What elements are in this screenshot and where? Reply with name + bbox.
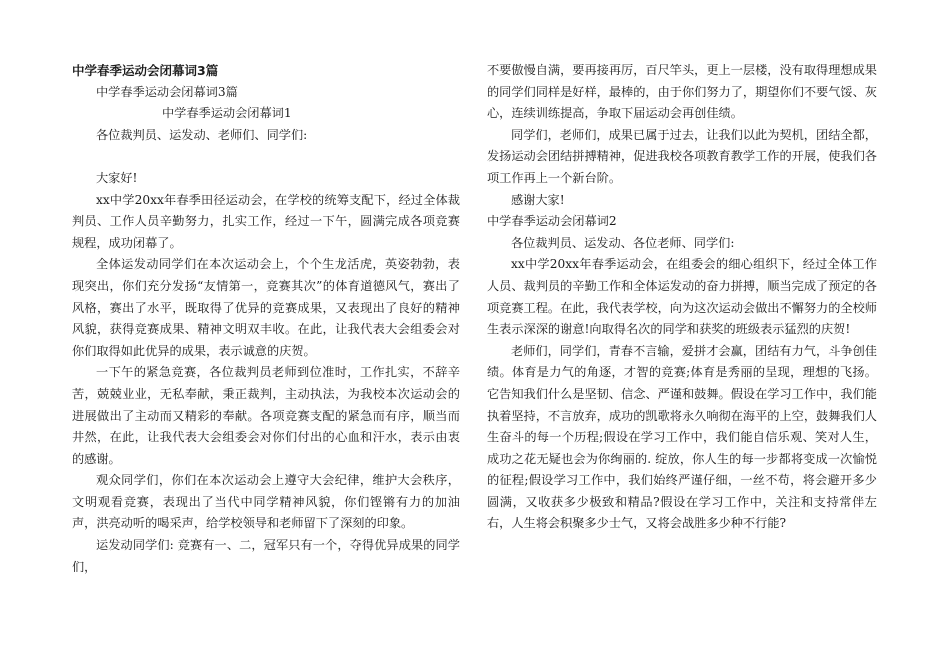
paragraph: xx中学20xx年春季田径运动会，在学校的统筹支配下，经过全体裁判员、工作人员辛勤努力，扎实工作，经过一下午，圆满完成各项竞赛规程，成功闭幕了。 (72, 192, 460, 250)
paragraph: 运发动同学们: 竞赛有一、二，冠军只有一个，夺得优异成果的同学们， (72, 538, 460, 574)
speech-1-title: 中学春季运动会闭幕词1 (162, 106, 292, 121)
paragraph: 同学们，老师们，成果已属于过去，让我们以此为契机，团结全都，发扬运动会团结拼搏精神，促进我校各项教育教学工作的开展，使我们各项工作再上一个新台阶。 (487, 127, 877, 185)
speech-2-title: 中学春季运动会闭幕词2 (487, 214, 617, 229)
greeting: 大家好! (96, 170, 138, 185)
salutation-2: 各位裁判员、运发动、各位老师、同学们: (511, 235, 735, 250)
document-subtitle: 中学春季运动会闭幕词3篇 (96, 84, 238, 99)
paragraph: 观众同学们，你们在本次运动会上遵守大会纪律，维护大会秩序，文明观看竞赛，表现出了当代中同学精神风貌，你们铿锵有力的加油声，洪亮动听的喝采声，给学校领导和老师留下了深刻的印象。 (72, 473, 460, 531)
paragraph: 老师们，同学们，青春不言输，爱拼才会赢，团结有力气，斗争创佳绩。体育是力气的角逐，才智的竞赛;体育是秀丽的呈现，理想的飞扬。它告知我们什么是坚韧、信念、严谨和鼓舞。假设在学习工作中，我们能执着坚持，不言放弃，成功的凯歌将永久响彻在海平的上空，鼓舞我们人生奋斗的每一个历程;假设在学习工作中，我们能自信乐观、笑对人生，成功之花无疑也会为你绚丽的. 绽放，你人生的每一步都将变成一次愉悦的征程;假设学习工作中，我们始终严谨仔细，一丝不苟，将会避开多少圆满，又收获多少极致和精品?假设在学习工作中，关注和支持常伴左右，人生将会积聚多少士气，又将会战胜多少种不行能? (487, 343, 877, 531)
left-column (72, 60, 460, 578)
paragraph: 一下午的紧急竞赛，各位裁判员老师到位准时，工作扎实，不辞辛苦，兢兢业业，无私奉献，秉正裁判，主动执法，为我校本次运动会的进展做出了主动而又精彩的奉献。各项竞赛支配的紧急而有序，顺当而井然，在此，让我代表大会组委会对你们付出的心血和汗水，表示由衷的感谢。 (72, 365, 460, 466)
thanks-line: 感谢大家! (511, 192, 565, 207)
blank-line (72, 146, 460, 168)
paragraph: xx中学20xx年春季运动会，在组委会的细心组织下，经过全体工作人员、裁判员的辛勤工作和全体运发动的奋力拼搏，顺当完成了预定的各项竞赛工程。在此，我代表学校，向为这次运动会做出不懈努力的全校师生表示深深的谢意!向取得名次的同学和获奖的班级表示猛烈的庆贺! (487, 257, 877, 337)
right-column (487, 60, 877, 535)
salutation: 各位裁判员、运发动、老师们、同学们: (96, 127, 308, 142)
paragraph: 全体运发动同学们在本次运动会上，个个生龙活虎，英姿勃勃，表现突出，你们充分发扬“友情第一，竞赛其次”的体育道德风气，赛出了风格，赛出了水平，既取得了优异的竞赛成果，又表现出了良好的精神风貌，获得竞赛成果、精神文明双丰收。在此，让我代表大会组委会对你们取得如此优异的成果，表示诚意的庆贺。 (72, 257, 460, 358)
document-title: 中学春季运动会闭幕词3篇 (72, 63, 219, 78)
paragraph-continued: 不要傲慢自满，要再接再厉，百尺竿头，更上一层楼，没有取得理想成果的同学们同样是好样，最棒的，由于你们努力了，期望你们不要气馁、灰心，连续训练提高，争取下届运动会再创佳绩。 (487, 63, 877, 121)
